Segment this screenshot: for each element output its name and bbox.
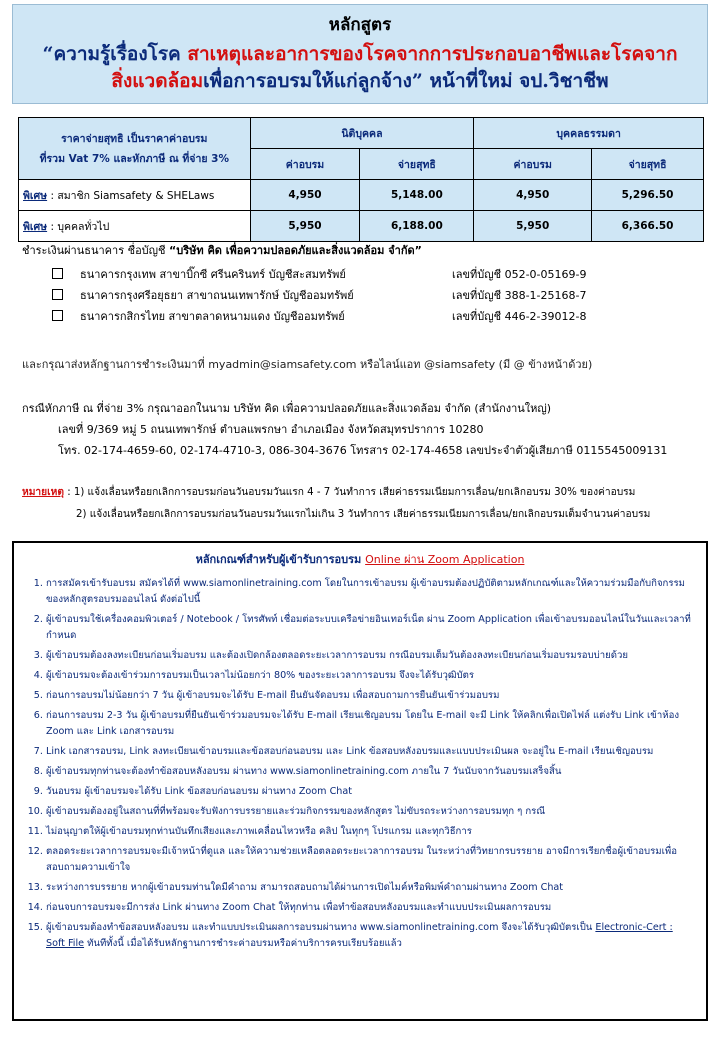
bank-row [22, 285, 702, 306]
tax-address: เลขที่ 9/369 หมู่ 5 ถนนเทพารักษ์ ตำบลแพรกษา อำเภอเมือง จังหวัดสมุทรปราการ 10280 [58, 423, 484, 436]
course-header [12, 4, 708, 104]
table-row [19, 180, 704, 211]
list-item [46, 920, 692, 952]
account-name: “บริษัท คิด เพื่อความปลอดภัยและสิ่งแวดล้อม จำกัด” [169, 244, 422, 257]
price-table [18, 117, 704, 242]
course-label: หลักสูตร [328, 15, 392, 35]
header-juristic: นิติบุคคล [250, 118, 474, 149]
bank-account: เลขที่บัญชี 446-2-39012-8 [452, 310, 587, 323]
row-label [19, 180, 251, 211]
price-cell: 4,950 [250, 180, 360, 211]
row-label-text: : บุคคลทั่วไป [47, 220, 110, 233]
criteria-title-text: หลักเกณฑ์สำหรับผู้เข้ารับการอบรม [195, 553, 366, 566]
header-net: จ่ายสุทธิ [592, 149, 704, 180]
tax-contact: โทร. 02-174-4659-60, 02-174-4710-3, 086-304-3676 โทรสาร 02-174-4658 เลขประจำตัวผู้เสียภาษี 0115545009131 [58, 444, 668, 457]
price-cell: 5,950 [474, 211, 592, 242]
header-net: จ่ายสุทธิ [360, 149, 474, 180]
price-cell: 6,366.50 [592, 211, 704, 242]
bank-account: เลขที่บัญชี 388-1-25168-7 [452, 289, 587, 302]
bank-name: ธนาคารกรุงศรีอยุธยา สาขาถนนเทพารักษ์ บัญชีออมทรัพย์ [80, 289, 354, 302]
tax-line: กรณีหักภาษี ณ ที่จ่าย 3% กรุณาออกในนาม บริษัท คิด เพื่อความปลอดภัยและสิ่งแวดล้อม จำกัด (สำนักงานใหญ่) [22, 402, 552, 415]
list-item: 1. การสมัครเข้ารับอบรม สมัครได้ที่ www.siamonlinetraining.com โดยในการเข้าอบรม ผู้เข้าอบรมต้องปฏิบัติตามหลักเกณฑ์และให้ความร่วมมือกับกิจกรรมของหลักสูตรอบรมออนไลน์ ดังต่อไปนี้ [46, 576, 692, 608]
criteria-title [14, 550, 706, 568]
list-item: 12. ตลอดระยะเวลาการอบรมจะมีเจ้าหน้าที่ดูแล และให้ความช่วยเหลือตลอดระยะเวลาการอบรม ในระหว่างที่วิทยากรบรรยาย อาจมีการเรียกชื่อผู้เข้าอบรมเพื่อสอบถามความเข้าใจ [46, 844, 692, 876]
rule-text: ผู้เข้าอบรมต้องทำข้อสอบหลังอบรม และทำแบบประเมินผลการอบรมผ่านทาง www.siamonlinetraining.com จึงจะได้รับวุฒิบัตรเป็น [46, 922, 596, 933]
title-part-red: สาเหตุและอาการของโรคจากการประกอบอาชีพและโรคจาก [187, 43, 678, 65]
bank-account: เลขที่บัญชี 052-0-05169-9 [452, 268, 587, 281]
remark-item [22, 482, 650, 504]
list-item: 3. ผู้เข้าอบรมต้องลงทะเบียนก่อนเริ่มอบรม และต้องเปิดกล้องตลอดระยะเวลาการอบรม กรณีอบรมเต็มวันต้องลงทะเบียนก่อนเริ่มอบรมรอบบ่ายด้วย [46, 648, 692, 664]
list-item: 10. ผู้เข้าอบรมต้องอยู่ในสถานที่ที่พร้อมจะรับฟังการบรรยายและร่วมกิจกรรมของหลักสูตร ไม่ขับรถระหว่างการอบรมทุก ๆ กรณี [46, 804, 692, 820]
list-item: 11. ไม่อนุญาตให้ผู้เข้าอบรมทุกท่านบันทึกเสียงและภาพเคลื่อนไหวหรือ คลิป ในทุกๆ โปรแกรม และทุกวิธีการ [46, 824, 692, 840]
rule-text: ทันทีทั้งนี้ เมื่อได้รับหลักฐานการชำระค่าอบรมหรือค่าบริการครบเรียบร้อยแล้ว [84, 938, 402, 949]
bank-row [22, 264, 702, 285]
title-part: “ความรู้เรื่องโรค [42, 43, 188, 65]
list-item: 4. ผู้เข้าอบรมจะต้องเข้าร่วมการอบรมเป็นเวลาไม่น้อยกว่า 80% ของระยะเวลาการอบรม จึงจะได้รับวุฒิบัตร [46, 668, 692, 684]
online-criteria-box [12, 541, 708, 1021]
special-tag: พิเศษ [23, 220, 48, 233]
bank-name: ธนาคารกสิกรไทย สาขาตลาดหนามแดง บัญชีออมทรัพย์ [80, 310, 345, 323]
special-tag: พิเศษ [23, 189, 48, 202]
price-note-line1: ราคาจ่ายสุทธิ เป็นราคาค่าอบรม [61, 132, 208, 145]
course-title-line2 [13, 68, 707, 95]
checkbox-icon[interactable] [52, 310, 63, 321]
payment-intro-text: ชำระเงินผ่านธนาคาร ชื่อบัญชี [22, 244, 169, 257]
price-note-line2: ที่รวม Vat 7% และหักภาษี ณ ที่จ่าย 3% [39, 152, 229, 165]
price-note [19, 118, 251, 180]
price-cell: 5,148.00 [360, 180, 474, 211]
price-cell: 6,188.00 [360, 211, 474, 242]
list-item: 14. ก่อนจบการอบรมจะมีการส่ง Link ผ่านทาง Zoom Chat ให้ทุกท่าน เพื่อทำข้อสอบหลังอบรมและทำแบบประเมินผลการอบรม [46, 900, 692, 916]
list-item: 13. ระหว่างการบรรยาย หากผู้เข้าอบรมท่านใดมีคำถาม สามารถสอบถามได้ผ่านการเปิดไมค์หรือพิมพ์คำถามผ่านทาง Zoom Chat [46, 880, 692, 896]
payment-proof-instructions: และกรุณาส่งหลักฐานการชำระเงินมาที่ myadmin@siamsafety.com หรือไลน์แอท @siamsafety (มี @ ข้างหน้าด้วย) [22, 358, 593, 371]
payment-intro [22, 242, 702, 264]
remarks [22, 482, 650, 526]
payment-section [22, 242, 702, 327]
row-label [19, 211, 251, 242]
checkbox-icon[interactable] [52, 289, 63, 300]
criteria-title-highlight: Online ผ่าน Zoom Application [365, 553, 525, 566]
list-item: 9. วันอบรม ผู้เข้าอบรมจะได้รับ Link ข้อสอบก่อนอบรม ผ่านทาง Zoom Chat [46, 784, 692, 800]
price-cell: 5,296.50 [592, 180, 704, 211]
bank-row [22, 306, 702, 327]
title-part: เพื่อการอบรมให้แก่ลูกจ้าง” หน้าที่ใหม่ จป.วิชาชีพ [203, 70, 609, 92]
row-label-text: : สมาชิก Siamsafety & SHELaws [47, 189, 215, 202]
table-row [19, 211, 704, 242]
criteria-list [14, 576, 706, 952]
price-cell: 4,950 [474, 180, 592, 211]
header-fee: ค่าอบรม [474, 149, 592, 180]
list-item: 5. ก่อนการอบรมไม่น้อยกว่า 7 วัน ผู้เข้าอบรมจะได้รับ E-mail ยืนยันจัดอบรม เพื่อสอบถามการยืนยันเข้าร่วมอบรม [46, 688, 692, 704]
bank-name: ธนาคารกรุงเทพ สาขาบิ๊กซี ศรีนครินทร์ บัญชีสะสมทรัพย์ [80, 268, 346, 281]
header-individual: บุคคลธรรมดา [474, 118, 704, 149]
header-fee: ค่าอบรม [250, 149, 360, 180]
remark-item: 2) แจ้งเลื่อนหรือยกเลิกการอบรมก่อนวันอบรมวันแรกไม่เกิน 3 วันทำการ เสียค่าธรรมเนียมการเลื่อน/ยกเลิกอบรมเต็มจำนวนค่าอบรม [76, 509, 651, 520]
remark-text: : 1) แจ้งเลื่อนหรือยกเลิกการอบรมก่อนวันอบรมวันแรก 4 - 7 วันทำการ เสียค่าธรรมเนียมการเลื่อน/ยกเลิกอบรม 30% ของค่าอบรม [67, 487, 636, 498]
title-part-red: สิ่งแวดล้อม [111, 70, 204, 92]
list-item: 7. Link เอกสารอบรม, Link ลงทะเบียนเข้าอบรมและข้อสอบก่อนอบรม และ Link ข้อสอบหลังอบรมและแบบประเมินผล จะอยู่ใน E-mail เรียนเชิญอบรม [46, 744, 692, 760]
list-item: 6. ก่อนการอบรม 2-3 วัน ผู้เข้าอบรมที่ยืนยันเข้าร่วมอบรมจะได้รับ E-mail เรียนเชิญอบรม โดยใน E-mail จะมี Link ให้คลิกเพื่อเปิดไฟล์ แต่งรับ Link เข้าห้อง Zoom และ Link เอกสารอบรม [46, 708, 692, 740]
price-cell: 5,950 [250, 211, 360, 242]
checkbox-icon[interactable] [52, 268, 63, 279]
course-title-line1 [13, 41, 707, 68]
e-cert-link[interactable]: Electronic-Cert : Soft File [46, 922, 673, 949]
tax-info [22, 398, 667, 461]
remark-label: หมายเหตุ [22, 487, 64, 498]
list-item: 2. ผู้เข้าอบรมใช้เครื่องคอมพิวเตอร์ / Notebook / โทรศัพท์ เชื่อมต่อระบบเครือข่ายอินเทอร์เน็ต ผ่าน Zoom Application เพื่อเข้าอบรมออนไลน์ในวันและเวลาที่กำหนด [46, 612, 692, 644]
list-item: 8. ผู้เข้าอบรมทุกท่านจะต้องทำข้อสอบหลังอบรม ผ่านทาง www.siamonlinetraining.com ภายใน 7 วันนับจากวันอบรมเสร็จสิ้น [46, 764, 692, 780]
